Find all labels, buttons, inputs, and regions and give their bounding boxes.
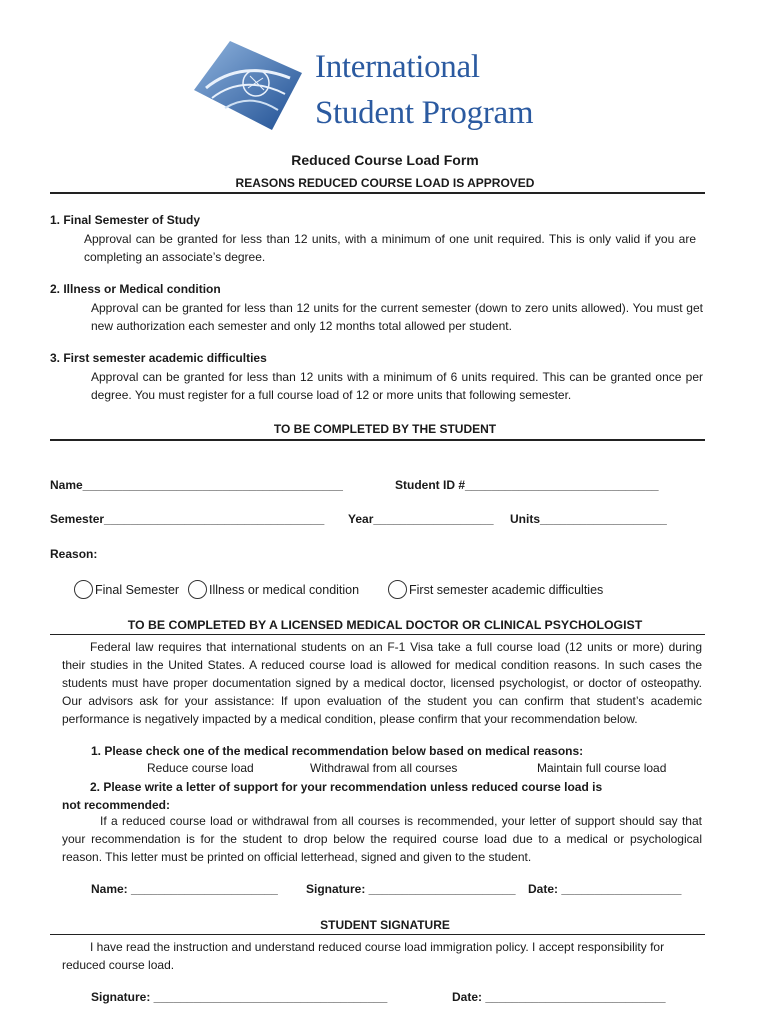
recommendation-withdrawal[interactable]: Withdrawal from all courses [310,761,458,775]
signature-section-heading: STUDENT SIGNATURE [320,918,450,932]
reason-1-text: Approval can be granted for less than 12 units, with a minimum of one unit required. This is only valid if you are completing an associate’s degree. [84,232,696,264]
divider [50,634,705,635]
acknowledgement-text: I have read the instruction and understand reduced course load immigration policy. I accept responsibility for reduced course load. [62,940,665,972]
medical-section-heading: TO BE COMPLETED BY A LICENSED MEDICAL DOCTOR OR CLINICAL PSYCHOLOGIST [127,618,643,632]
student-id-field[interactable]: Student ID #_____________________________ [395,478,659,492]
doctor-date-field[interactable]: Date: __________________ [528,882,682,896]
year-field[interactable]: Year__________________ [348,512,494,526]
form-title: Reduced Course Load Form [291,152,479,168]
letter-instructions-text: If a reduced course load or withdrawal from all courses is recommended, your letter of support should say that your recommendation is for the student to drop below the required course load due to a medical or psychological reason. This letter must be printed on official letterhead, signed and given to the student. [62,814,702,864]
step-1-instruction: 1. Please check one of the medical recommendation below based on medical reasons: [91,744,584,758]
divider [50,192,705,194]
step-2-instruction: 2. Please write a letter of support for your recommendation unless reduced course load is not recommended: [62,780,603,812]
recommendation-maintain-full-load[interactable]: Maintain full course load [537,761,667,775]
recommendation-reduce-course-load[interactable]: Reduce course load [147,761,254,775]
logo-title-line-2: Student Program [315,95,534,131]
student-name-field[interactable]: Name_______________________________________ [50,478,343,492]
logo-mark-icon [190,38,315,133]
reason-3-text: Approval can be granted for less than 12 units with a minimum of 6 units required. This can be granted once per degree. You must register for a full course load of 12 or more units that following semester. [91,370,703,402]
student-date-field[interactable]: Date: ___________________________ [452,990,666,1004]
reason-1-heading: 1. Final Semester of Study [50,213,201,227]
approved-heading: REASONS REDUCED COURSE LOAD IS APPROVED [235,176,535,190]
option-label: Final Semester [95,582,180,597]
doctor-signature-field[interactable]: Signature: ______________________ [306,882,516,896]
doctor-name-field[interactable]: Name: ______________________ [91,882,278,896]
reason-label: Reason: [50,547,98,561]
logo-title-line-1: International [315,49,480,85]
radio-button[interactable] [388,580,407,599]
reason-2-text: Approval can be granted for less than 12 units for the current semester (down to zero units allowed). You must get new authorization each semester and only 12 months total allowed per student. [91,301,703,333]
radio-button[interactable] [74,580,93,599]
medical-intro-text: Federal law requires that international students on an F-1 Visa take a full course load (12 units or more) during their studies in the United States. A reduced course load is allowed for medical condition reasons. In such cases the students must have proper documentation signed by a medical doctor, licensed psychologist, or doctor of osteopathy. Our advisors ask for your assistance: If upon evaluation of the student you can confirm that student’s academic performance is negatively impacted by a medical condition, please confirm that your recommendation below. [62,640,702,726]
reason-2-heading: 2. Illness or Medical condition [50,282,221,296]
radio-button[interactable] [188,580,207,599]
logo [190,38,570,133]
divider [50,934,705,935]
option-label: First semester academic difficulties [409,582,604,597]
reason-option-academic-difficulties[interactable] [388,580,603,599]
reason-option-illness[interactable] [188,580,359,599]
units-field[interactable]: Units___________________ [510,512,667,526]
option-label: Illness or medical condition [209,582,360,597]
semester-field[interactable]: Semester_________________________________ [50,512,325,526]
reason-3-heading: 3. First semester academic difficulties [50,351,267,365]
student-signature-field[interactable]: Signature: ___________________________________ [91,990,388,1004]
student-section-heading: TO BE COMPLETED BY THE STUDENT [273,422,497,436]
reason-option-final-semester[interactable] [74,580,179,599]
divider [50,439,705,441]
